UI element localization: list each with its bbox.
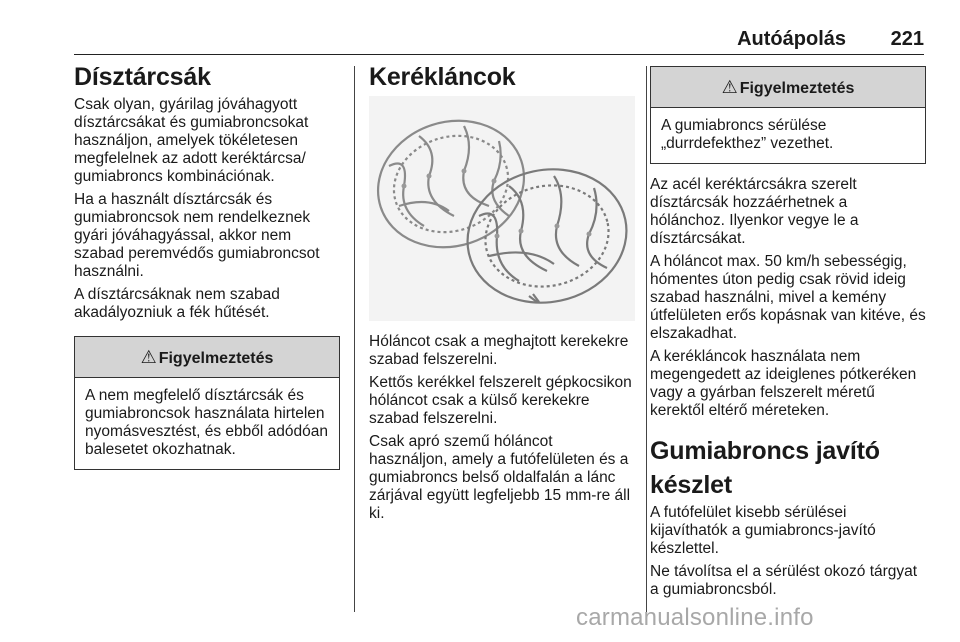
paragraph: A hóláncot max. 50 km/h sebességig, hómentes úton pedig csak rövid ideig szabad használni, mivel a kemény útfelületen erős kopásnak van kitéve, és elszakadhat. [650,253,926,342]
watermark: carmanualsonline.info [576,604,814,631]
warning-body [651,108,925,163]
section-heading-tyre-repair-kit: Gumiabroncs javító készlet [650,437,880,499]
warning-icon: ⚠ [721,77,738,97]
warning-box [650,66,926,164]
snow-chains-drawing [369,96,635,321]
paragraph: Ne távolítsa el a sérülést okozó tárgyat a gumiabroncsból. [650,563,918,598]
warning-text: A gumiabroncs sérülése „durrdefekthez” vezethet. [661,117,834,152]
paragraph: Csak apró szemű hóláncot használjon, amely a futófelületen és a gumiabroncs belső oldalfalán a lánc zárjával együtt legfeljebb 15 mm-re áll ki. [369,433,631,522]
warning-text: A nem megfelelő dísztárcsák és gumiabroncsok használata hirtelen nyomásvesztést, és ebből adódóan balesetet okozhatnak. [85,387,328,458]
warning-body [75,378,339,469]
snow-chains-illustration [369,96,635,321]
paragraph: A kerékláncok használata nem megengedett az ideiglenes pótkeréken vagy a gyárban felszerelt méretű kerektől eltérő méreteken. [650,348,917,419]
warning-title: Figyelmeztetés [158,350,274,367]
page-number: 221 [890,28,924,50]
column-divider-1 [354,66,355,612]
warning-header [75,337,339,378]
section-heading-snow-chains: Kerékláncok [369,63,516,91]
column-2 [369,60,635,528]
paragraph: Az acél keréktárcsákra szerelt dísztárcsák hozzáérhetnek a hólánchoz. Ilyenkor vegye le a dísztárcsákat. [650,176,859,247]
section-heading-wheel-covers: Dísztárcsák [74,63,211,91]
page-section-title: Autóápolás [737,28,846,50]
column-divider-2 [646,66,647,612]
warning-title: Figyelmeztetés [739,80,855,97]
header-rule [74,54,924,55]
paragraph: A dísztárcsáknak nem szabad akadályozniuk a fék hűtését. [74,286,280,321]
page-header [74,28,924,52]
paragraph: Csak olyan, gyárilag jóváhagyott dísztárcsákat és gumiabroncsokat használjon, amelyek tökéletesen megfelelnek az adott keréktárcsa/ gumiabroncs kombinációnak. [74,96,309,185]
paragraph: Ha a használt dísztárcsák és gumiabroncsok nem rendelkeznek gyári jóváhagyással, akkor nem szabad peremvédős gumiabroncsot használni. [74,191,320,280]
warning-header [651,67,925,108]
paragraph: Hóláncot csak a meghajtott kerekekre szabad felszerelni. [369,333,629,368]
warning-icon: ⚠ [140,347,157,367]
warning-box [74,336,340,470]
column-1 [74,60,340,470]
paragraph: Kettős kerékkel felszerelt gépkocsikon hóláncot csak a külső kerekekre szabad felszerelni. [369,374,632,427]
column-3 [650,66,926,604]
paragraph: A futófelület kisebb sérülései kijavíthatók a gumiabroncs-javító készlettel. [650,504,876,557]
